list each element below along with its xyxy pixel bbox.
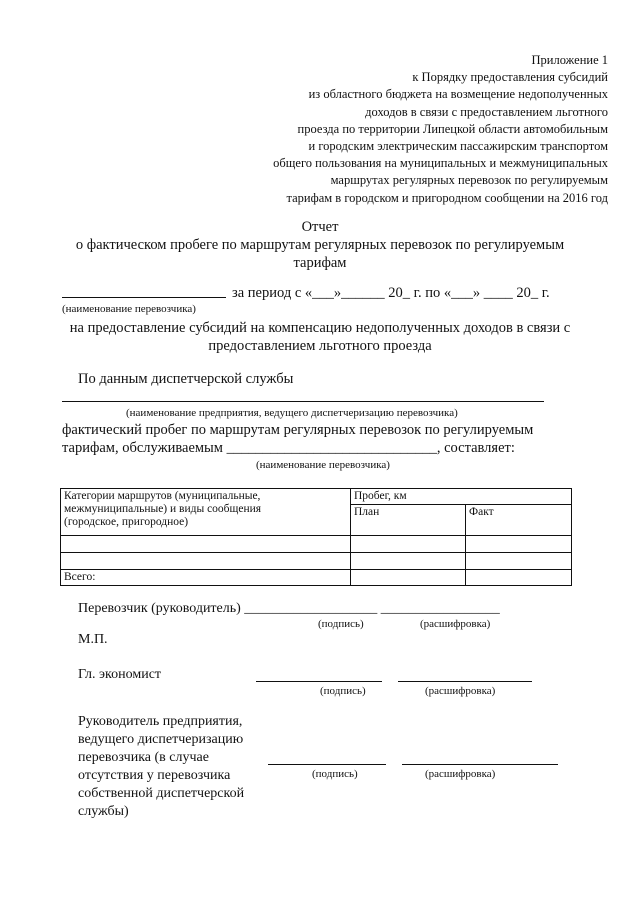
signature-caption: (подпись) [318, 618, 364, 630]
decoding-caption: (расшифровка) [420, 618, 491, 630]
manager-label-line: ведущего диспетчеризацию [78, 732, 244, 747]
dispatch-label: По данным диспетчерской службы [78, 371, 294, 387]
table-cell[interactable] [351, 536, 466, 553]
table-cell[interactable] [466, 553, 572, 570]
manager-label-line: Руководитель предприятия, [78, 714, 243, 729]
table-row [61, 553, 572, 570]
signature-caption: (подпись) [312, 768, 358, 780]
categories-header-line: Категории маршрутов (муниципальные, [64, 490, 261, 502]
table-total-row [61, 570, 572, 586]
manager-label [78, 713, 244, 821]
mileage-table [60, 488, 572, 586]
report-title-line3: тарифам [293, 255, 347, 271]
decoding-caption: (расшифровка) [425, 685, 496, 697]
table-cell[interactable] [351, 570, 466, 586]
appendix-line: доходов в связи с предоставлением льготного [365, 104, 608, 119]
appendix-header [273, 52, 608, 207]
manager-label-line: перевозчика (в случае [78, 750, 209, 765]
manager-decoding-line[interactable] [402, 764, 558, 765]
mileage-line1: фактический пробег по маршрутам регулярных перевозок по регулируемым [62, 422, 534, 438]
report-title-line1: Отчет [301, 219, 339, 235]
manager-label-line: собственной диспетчерской [78, 786, 245, 801]
economist-signature-line[interactable] [256, 681, 382, 682]
mileage-line2: тарифам, обслуживаемым _____________________________, составляет: [62, 440, 515, 456]
table-cell[interactable] [466, 570, 572, 586]
carrier-name-caption: (наименование перевозчика) [62, 303, 196, 315]
report-title [40, 218, 600, 272]
stamp-label: М.П. [78, 632, 108, 647]
table-header-row [61, 489, 572, 505]
appendix-line: к Порядку предоставления субсидий [412, 70, 608, 85]
categories-header [61, 489, 351, 536]
purpose [40, 319, 600, 355]
manager-label-line: службы) [78, 804, 129, 819]
fact-header: Факт [466, 505, 572, 536]
mileage-text [62, 421, 533, 457]
manager-label-line: отсутствия у перевозчика [78, 768, 231, 783]
appendix-line: из областного бюджета на возмещение недополученных [308, 87, 608, 102]
table-row [61, 536, 572, 553]
appendix-line: общего пользования на муниципальных и межмуниципальных [273, 156, 608, 171]
table-cell[interactable] [61, 553, 351, 570]
decoding-caption: (расшифровка) [425, 768, 496, 780]
purpose-line1: на предоставление субсидий на компенсацию недополученных доходов в связи с [69, 320, 571, 336]
dispatch-caption: (наименование предприятия, ведущего диспетчеризацию перевозчика) [126, 407, 458, 419]
mileage-header: Пробег, км [351, 489, 572, 505]
appendix-line: Приложение 1 [531, 53, 608, 67]
plan-header: План [351, 505, 466, 536]
carrier-signature-label: Перевозчик (руководитель) ___________________ _________________ [78, 601, 500, 616]
appendix-line: и городским электрическим пассажирским транспортом [308, 139, 608, 154]
appendix-line: маршрутах регулярных перевозок по регулируемым [330, 173, 608, 188]
economist-label: Гл. экономист [78, 667, 162, 682]
dispatch-enterprise-line[interactable] [62, 401, 544, 402]
table-cell[interactable] [351, 553, 466, 570]
table-cell[interactable] [466, 536, 572, 553]
purpose-line2: предоставлением льготного проезда [208, 338, 432, 354]
mileage-caption: (наименование перевозчика) [256, 459, 390, 471]
manager-signature-line[interactable] [268, 764, 386, 765]
table-cell[interactable] [61, 536, 351, 553]
report-title-line2: о фактическом пробеге по маршрутам регулярных перевозок по регулируемым [75, 237, 565, 253]
signature-caption: (подпись) [320, 685, 366, 697]
period-text: за период с «___»______ 20_ г. по «___» ____ 20_ г. [232, 285, 550, 301]
total-label: Всего: [61, 570, 351, 586]
economist-decoding-line[interactable] [398, 681, 532, 682]
appendix-line: тарифам в городском и пригородном сообщении на 2016 год [286, 190, 608, 205]
appendix-line: проезда по территории Липецкой области автомобильным [297, 121, 608, 136]
categories-header-line: межмуниципальные) и виды сообщения [64, 503, 262, 515]
carrier-name-line[interactable] [62, 297, 226, 298]
categories-header-line: (городское, пригородное) [64, 516, 189, 528]
